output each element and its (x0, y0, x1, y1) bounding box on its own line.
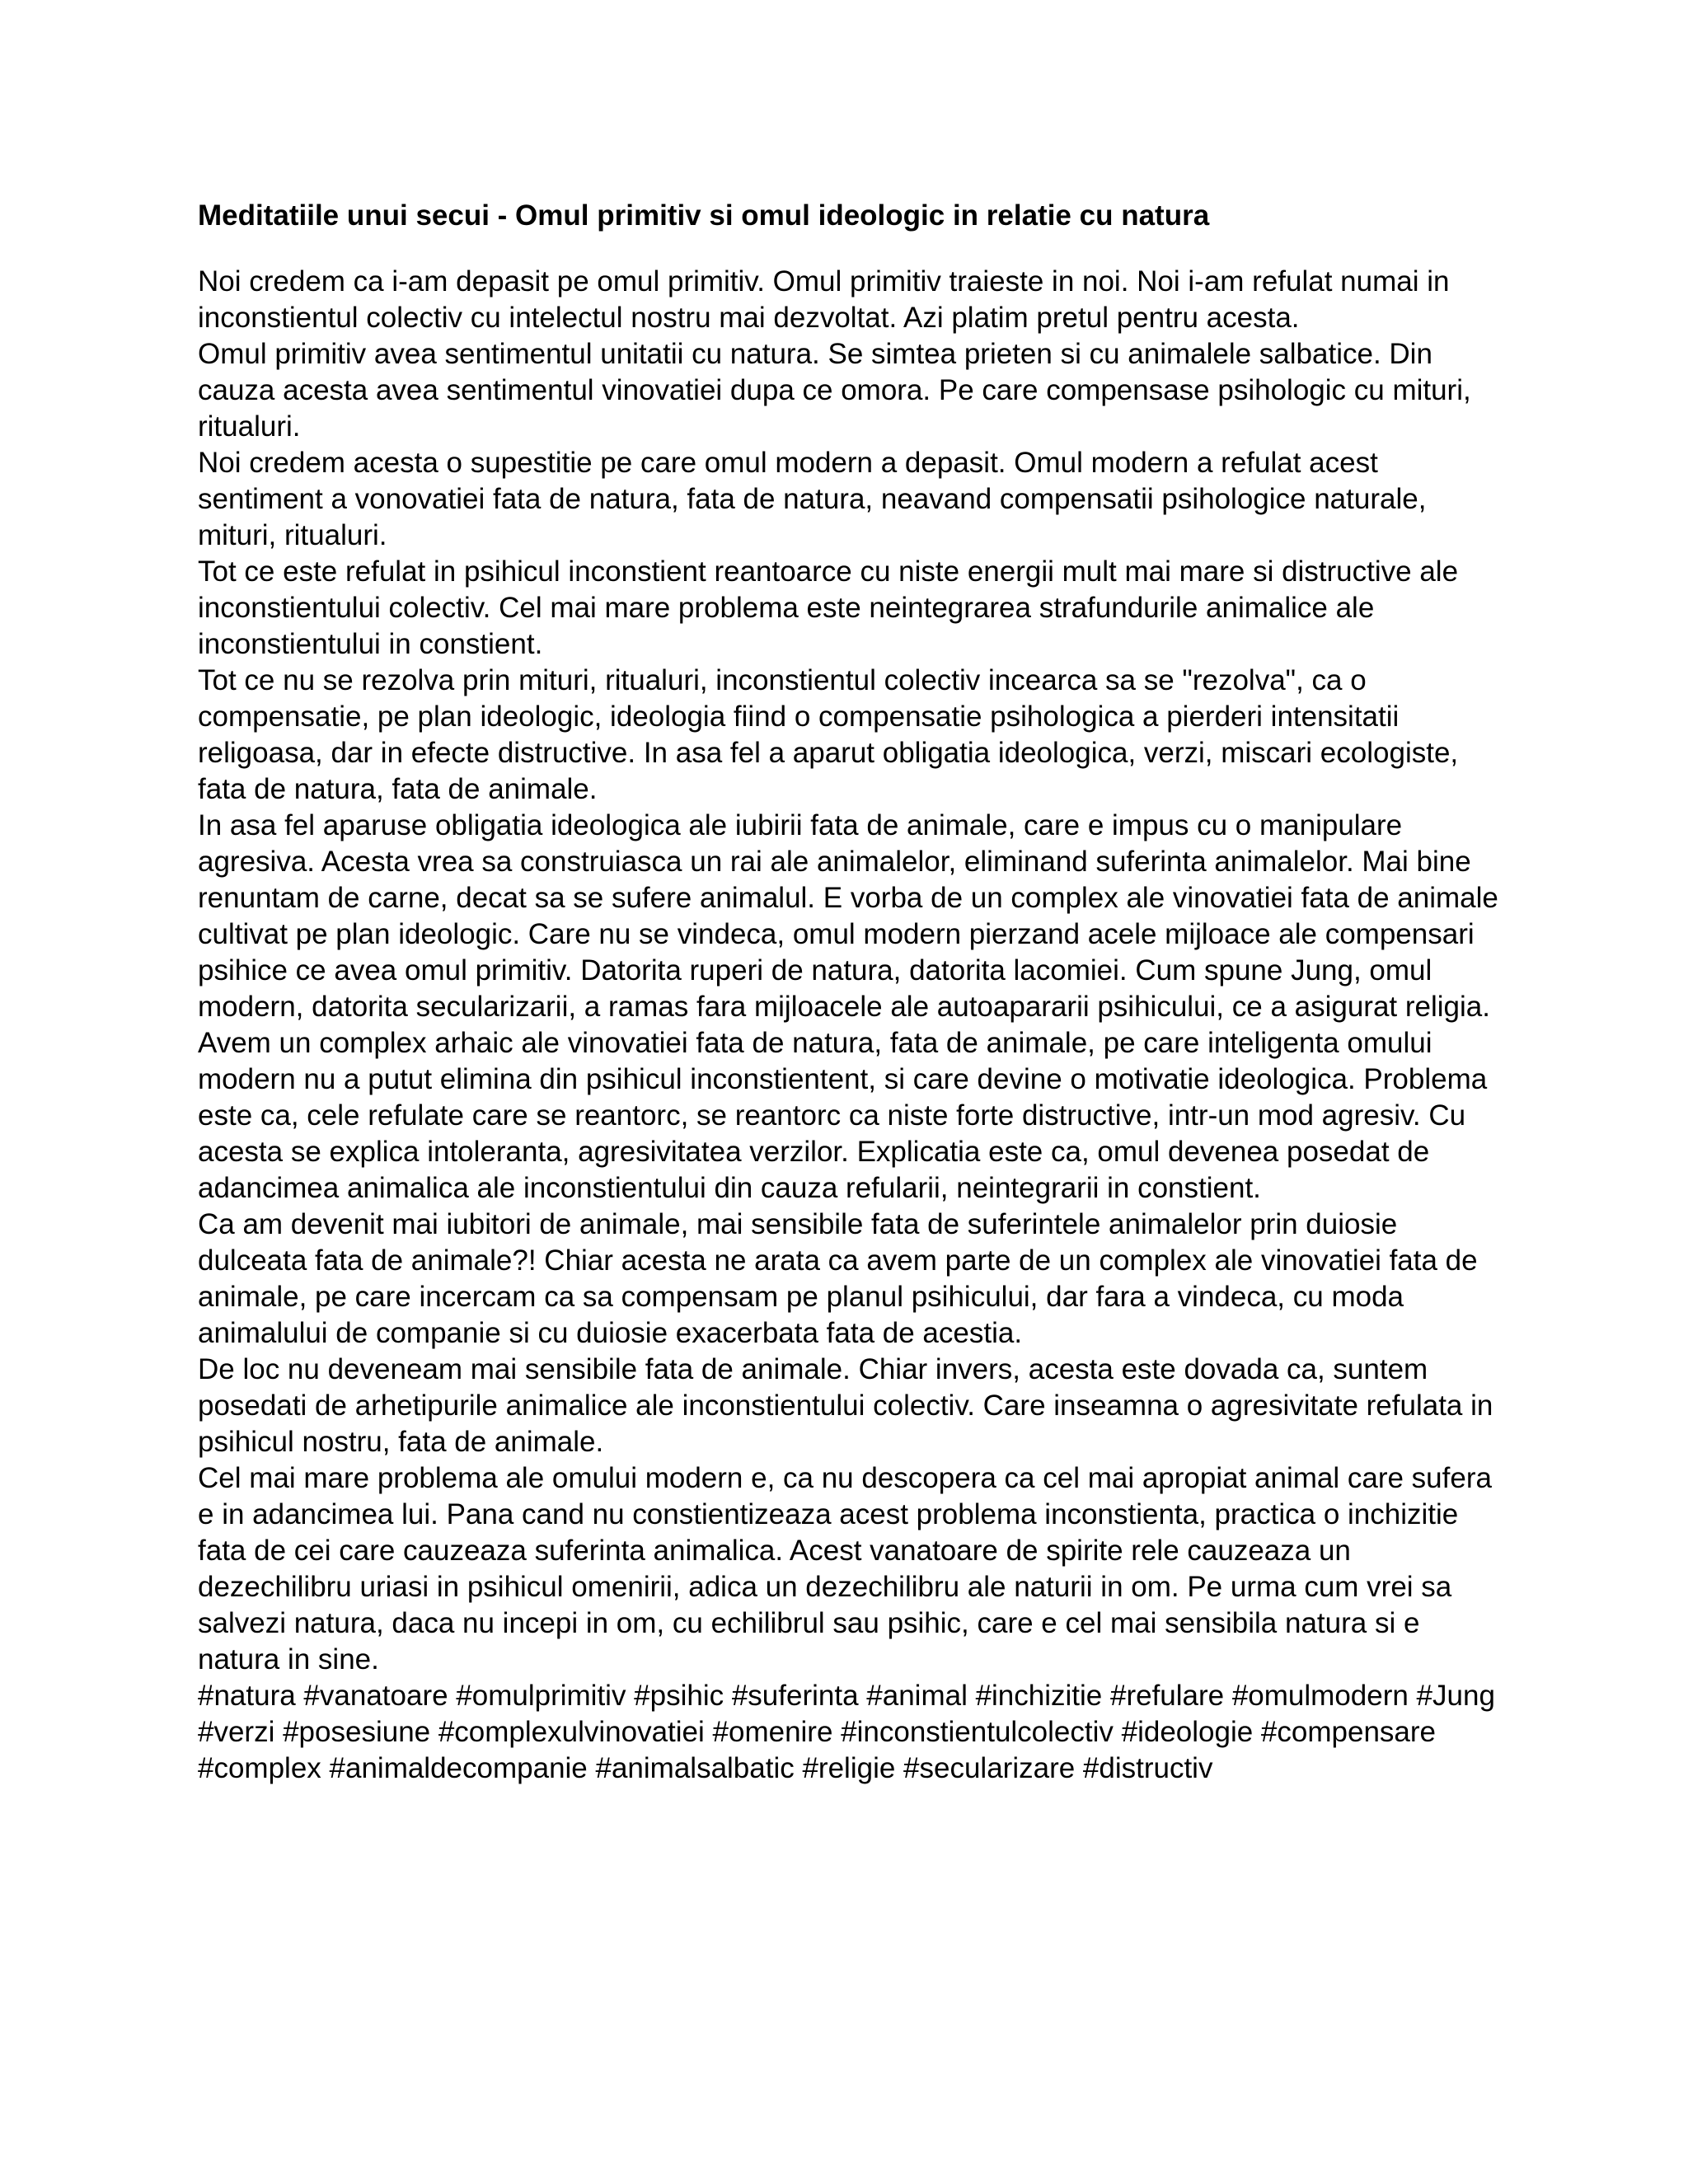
paragraph: Noi credem acesta o supestitie pe care omul modern a depasit. Omul modern a refulat acest sentiment a vonovatiei fata de natura, fata de natura, neavand compensatii psihologice naturale, mituri, ritualuri. (198, 447, 1427, 551)
paragraph: De loc nu deveneam mai sensibile fata de animale. Chiar invers, acesta este dovada ca, suntem posedati de arhetipurile animalice ale inconstientului colectiv. Care inseamna o agresivitate refulata in psihicul nostru, fata de animale. (198, 1353, 1493, 1458)
paragraph: Ca am devenit mai iubitori de animale, mai sensibile fata de suferintele animalelor prin duiosie dulceata fata de animale?! Chiar acesta ne arata ca avem parte de un complex ale vinovatiei fata de animale, pe care incercam ca sa compensam pe planul psihicului, dar fara a vindeca, cu moda animalului de companie si cu duiosie exacerbata fata de acestia. (198, 1208, 1478, 1349)
paragraph: Omul primitiv avea sentimentul unitatii cu natura. Se simtea prieten si cu animalele salbatice. Din cauza acesta avea sentimentul vinovatiei dupa ce omora. Pe care compensase psihologic cu mituri, ritualuri. (198, 338, 1471, 443)
paragraph: Tot ce nu se rezolva prin mituri, ritualuri, inconstientul colectiv incearca sa se "rezolva", ca o compensatie, pe plan ideologic, ideologia fiind o compensatie psihologica a pierderi intensitatii religoasa, dar in efecte distructive. In asa fel a aparut obligatia ideologica, verzi, miscari ecologiste, fata de natura, fata de animale. (198, 664, 1459, 805)
document-title: Meditatiile unui secui - Omul primitiv si omul ideologic in relatie cu natura (198, 199, 1210, 232)
paragraph: Avem un complex arhaic ale vinovatiei fata de natura, fata de animale, pe care inteligenta omului modern nu a putut elimina din psihicul inconstientent, si care devine o motivatie ideologica. Problema este ca, cele refulate care se reantorc, se reantorc ca niste forte distructive, intr-un mod agresiv. Cu acesta se explica intoleranta, agresivitatea verzilor. Explicatia este ca, omul devenea posedat de adancimea animalica ale inconstientului din cauza refularii, neintegrarii in constient. (198, 1027, 1488, 1204)
paragraph: Cel mai mare problema ale omului modern e, ca nu descopera ca cel mai apropiat animal care sufera e in adancimea lui. Pana cand nu constientizeaza acest problema inconstienta, practica o inchizitie fata de cei care cauzeaza suferinta animalica. Acest vanatoare de spirite rele cauzeaza un dezechilibru uriasi in psihicul omenirii, adica un dezechilibru ale naturii in om. Pe urma cum vrei sa salvezi natura, daca nu incepi in om, cu echilibrul sau psihic, care e cel mai sensibila natura si e natura in sine. (198, 1462, 1492, 1675)
paragraph: Tot ce este refulat in psihicul inconstient reantoarce cu niste energii mult mai mare si distructive ale inconstientului colectiv. Cel mai mare problema este neintegrarea strafundurile animalice ale inconstientului in constient. (198, 555, 1459, 660)
document-body (198, 198, 1500, 1787)
hashtag-list: #natura #vanatoare #omulprimitiv #psihic #suferinta #animal #inchizitie #refulare #omulmodern #Jung #verzi #posesiune #complexulvinovatiei #omenire #inconstientulcolectiv #ideologie #compensare #complex #animaldecompanie #animalsalbatic #religie #secularizare #distructiv (198, 1680, 1495, 1784)
paragraph: In asa fel aparuse obligatia ideologica ale iubirii fata de animale, care e impus cu o manipulare agresiva. Acesta vrea sa construiasca un rai ale animalelor, eliminand suferinta animalelor. Mai bine renuntam de carne, decat sa se sufere animalul. E vorba de un complex ale vinovatiei fata de animale cultivat pe plan ideologic. Care nu se vindeca, omul modern pierzand acele mijloace ale compensari psihice ce avea omul primitiv. Datorita ruperi de natura, datorita lacomiei. Cum spune Jung, omul modern, datorita secularizarii, a ramas fara mijloacele ale autoapararii psihicului, ce a asigurat religia. (198, 809, 1498, 1023)
paragraph: Noi credem ca i-am depasit pe omul primitiv. Omul primitiv traieste in noi. Noi i-am refulat numai in inconstientul colectiv cu intelectul nostru mai dezvoltat. Azi platim pretul pentru acesta. (198, 265, 1450, 334)
